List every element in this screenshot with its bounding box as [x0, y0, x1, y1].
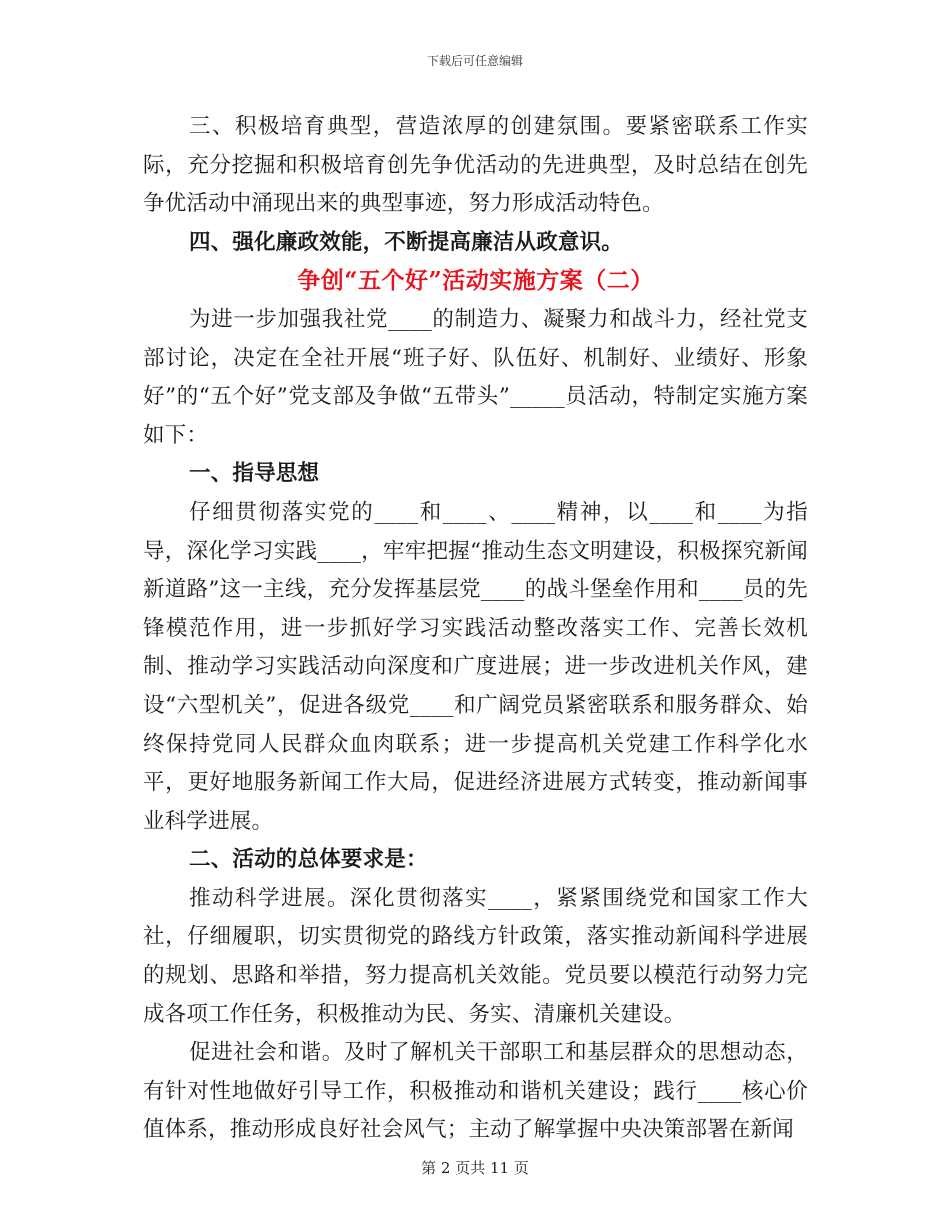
heading-guiding-thought: 一、指导思想	[189, 461, 320, 487]
document-body	[143, 108, 808, 1150]
paragraph-guiding-thought: 仔细贯彻落实党的____和____、____精神，以____和____为指导，深化学习实践____，牢牢把握“推动生态文明建设，积极探究新闻新道路”这一主线，充分发挥基层党____的战斗堡垒作用和____员的先锋模范作用，进一步抓好学习实践活动整改落实工作、完善长效机制、推动学习实践活动向深度和广度进展；进一步改进机关作风，建设“六型机关”，促进各级党____和广阔党员紧密联系和服务群众、始终保持党同人民群众血肉联系；进一步提高机关党建工作科学化水平，更好地服务新闻工作大局，促进经济进展方式转变，推动新闻事业科学进展。	[143, 499, 808, 834]
paragraph-social-harmony: 促进社会和谐。及时了解机关干部职工和基层群众的思想动态，有针对性地做好引导工作，积极推动和谐机关建设；践行____核心价值体系，推动形成良好社会风气；主动了解掌握中央决策部署在新闻	[143, 1040, 808, 1143]
page-footer: 第 2 页共 11 页	[421, 1159, 529, 1177]
paragraph-scientific-development: 推动科学进展。深化贯彻落实____，紧紧围绕党和国家工作大社，仔细履职，切实贯彻党的路线方针政策，落实推动新闻科学进展的规划、思路和举措，努力提高机关效能。党员要以模范行动努力完成各项工作任务，积极推动为民、务实、清廉机关建设。	[143, 885, 808, 1027]
page-header: 下载后可任意编辑	[426, 54, 523, 68]
section-title: 争创“五个好”活动实施方案（二）	[297, 267, 654, 295]
heading-overall-requirements: 二、活动的总体要求是：	[189, 847, 428, 873]
paragraph-typical-examples: 三、积极培育典型，营造浓厚的创建氛围。要紧密联系工作实际，充分挖掘和积极培育创先争优活动的先进典型，及时总结在创先争优活动中涌现出来的典型事迹，努力形成活动特色。	[143, 114, 808, 217]
paragraph-integrity: 四、强化廉政效能，不断提高廉洁从政意识。	[189, 229, 624, 255]
paragraph-intro: 为进一步加强我社党____的制造力、凝聚力和战斗力，经社党支部讨论，决定在全社开展“班子好、队伍好、机制好、业绩好、形象好”的“五个好”党支部及争做“五带头”_____员活动，特制定实施方案如下：	[143, 306, 808, 448]
